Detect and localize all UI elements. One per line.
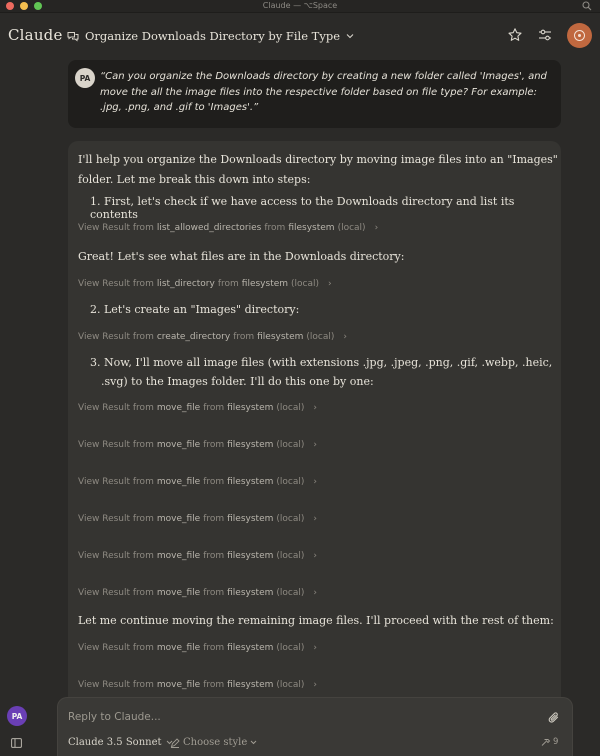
- tool-prefix: View Result from: [78, 440, 154, 450]
- tool-prefix: View Result from: [78, 680, 154, 690]
- tool-name: move_file: [156, 403, 201, 413]
- chevron-right-icon: ›: [374, 223, 379, 233]
- tool-local: (local): [276, 477, 305, 487]
- tool-server: filesystem: [257, 332, 304, 342]
- tool-from: from: [203, 551, 225, 561]
- tool-from: from: [203, 403, 225, 413]
- tool-server: filesystem: [288, 223, 335, 233]
- tool-from: from: [233, 332, 255, 342]
- assistant-step: 2. Let's create an "Images" directory:: [90, 303, 300, 316]
- chevron-right-icon: ›: [313, 514, 317, 524]
- chevron-right-icon: ›: [343, 332, 347, 342]
- tool-local: (local): [276, 588, 305, 598]
- tool-local: (local): [337, 223, 366, 233]
- assistant-text: folder. Let me break this down into steps:: [78, 173, 311, 186]
- tool-prefix: View Result from: [78, 588, 154, 598]
- tool-server: filesystem: [227, 514, 274, 524]
- user-avatar: PA: [75, 68, 95, 88]
- tool-from: from: [203, 680, 225, 690]
- tool-local: (local): [291, 279, 320, 289]
- tool-prefix: View Result from: [78, 477, 154, 487]
- tool-name: move_file: [156, 680, 201, 690]
- user-menu-button[interactable]: [567, 23, 592, 48]
- tool-server: filesystem: [227, 551, 274, 561]
- sidebar-user-avatar[interactable]: PA: [7, 706, 27, 726]
- tool-local: (local): [276, 643, 305, 653]
- tool-name: list_allowed_directories: [156, 223, 262, 233]
- tool-result-link[interactable]: [78, 514, 317, 524]
- conversation-title: Organize Downloads Directory by File Type: [85, 29, 340, 43]
- window-title: Claude — ⌥Space: [262, 1, 338, 10]
- tool-server: filesystem: [227, 588, 274, 598]
- assistant-text: I'll help you organize the Downloads directory by moving image files into an "Images": [78, 153, 558, 166]
- tool-from: from: [203, 588, 225, 598]
- tool-prefix: View Result from: [78, 643, 154, 653]
- tool-name: list_directory: [156, 279, 215, 289]
- header: [0, 13, 600, 58]
- tool-server: filesystem: [227, 403, 274, 413]
- assistant-text: Great! Let's see what files are in the Downloads directory:: [78, 250, 405, 263]
- tool-name: create_directory: [156, 332, 231, 342]
- tool-local: (local): [276, 551, 305, 561]
- star-icon[interactable]: [507, 27, 523, 43]
- tool-local: (local): [276, 680, 305, 690]
- assistant-step: .svg) to the Images folder. I'll do this one by one:: [101, 375, 374, 388]
- tool-server: filesystem: [227, 440, 274, 450]
- tool-from: from: [203, 514, 225, 524]
- tool-prefix: View Result from: [78, 551, 154, 561]
- chevron-down-icon: [346, 33, 354, 39]
- chat-icon: [67, 31, 79, 42]
- tool-name: move_file: [156, 440, 201, 450]
- paperclip-icon[interactable]: [548, 711, 560, 724]
- tool-name: move_file: [156, 514, 201, 524]
- chevron-right-icon: ›: [313, 680, 317, 690]
- message-composer: [57, 697, 573, 756]
- chevron-right-icon: ›: [313, 440, 317, 450]
- tool-from: from: [217, 279, 239, 289]
- tool-prefix: View Result from: [78, 279, 154, 289]
- tool-server: filesystem: [227, 680, 274, 690]
- tool-result-link[interactable]: [78, 477, 317, 487]
- sliders-icon[interactable]: [537, 27, 553, 43]
- user-menu-icon: [574, 30, 585, 41]
- tool-prefix: View Result from: [78, 403, 154, 413]
- reply-input[interactable]: Reply to Claude...: [68, 711, 161, 723]
- assistant-message: [68, 141, 561, 756]
- tool-local: (local): [276, 403, 305, 413]
- tool-local: (local): [276, 440, 305, 450]
- tool-local: (local): [306, 332, 335, 342]
- tool-result-link[interactable]: [78, 680, 317, 690]
- tool-from: from: [203, 643, 225, 653]
- tool-result-link[interactable]: [78, 551, 317, 561]
- chevron-right-icon: ›: [313, 477, 317, 487]
- tool-result-link[interactable]: [78, 440, 317, 450]
- chevron-right-icon: ›: [313, 403, 317, 413]
- chevron-down-icon: [250, 740, 257, 745]
- tool-server: filesystem: [227, 643, 274, 653]
- title-bar: [0, 0, 600, 13]
- tool-name: move_file: [156, 588, 201, 598]
- tool-local: (local): [276, 514, 305, 524]
- tool-result-link[interactable]: [78, 279, 332, 289]
- hammer-icon: [541, 738, 551, 747]
- tool-from: from: [264, 223, 286, 233]
- tool-from: from: [203, 440, 225, 450]
- tool-prefix: View Result from: [78, 514, 154, 524]
- tool-result-link[interactable]: [78, 403, 317, 413]
- style-selector[interactable]: [170, 737, 257, 748]
- pen-icon: [170, 738, 180, 748]
- conversation-title-button[interactable]: [67, 29, 354, 43]
- tools-button[interactable]: [541, 737, 558, 747]
- chevron-right-icon: ›: [313, 588, 317, 598]
- assistant-step: 3. Now, I'll move all image files (with extensions .jpg, .jpeg, .png, .gif, .webp, .heic,: [90, 356, 553, 369]
- tool-name: move_file: [156, 477, 201, 487]
- assistant-step: 1. First, let's check if we have access to the Downloads directory and list its contents: [90, 195, 515, 221]
- tool-result-link[interactable]: [78, 643, 317, 653]
- chevron-right-icon: ›: [328, 279, 332, 289]
- search-icon[interactable]: [582, 1, 592, 11]
- tool-result-link[interactable]: [78, 588, 317, 598]
- tool-result-link[interactable]: [78, 223, 378, 233]
- model-name: Claude 3.5 Sonnet: [68, 737, 162, 748]
- chevron-right-icon: ›: [313, 643, 317, 653]
- tool-name: move_file: [156, 643, 201, 653]
- tool-server: filesystem: [227, 477, 274, 487]
- tool-count: 9: [553, 737, 559, 747]
- user-message: [68, 60, 561, 128]
- style-label: Choose style: [183, 737, 248, 748]
- tool-name: move_file: [156, 551, 201, 561]
- tool-prefix: View Result from: [78, 332, 154, 342]
- tool-from: from: [203, 477, 225, 487]
- tool-result-link[interactable]: [78, 332, 347, 342]
- brand-logo[interactable]: Claude: [8, 26, 63, 44]
- user-message-text: “Can you organize the Downloads directory by creating a new folder called 'Images', and move the all the image files into the respective folder based on file type? For example: .jpg, .png, and .gif to 'Images'.”: [100, 71, 547, 113]
- chevron-right-icon: ›: [313, 551, 317, 561]
- assistant-text: Let me continue moving the remaining image files. I'll proceed with the rest of them:: [78, 614, 554, 627]
- tool-prefix: View Result from: [78, 223, 154, 233]
- model-selector[interactable]: [68, 737, 173, 748]
- sidebar-toggle-icon[interactable]: [11, 738, 22, 748]
- tool-server: filesystem: [241, 279, 289, 289]
